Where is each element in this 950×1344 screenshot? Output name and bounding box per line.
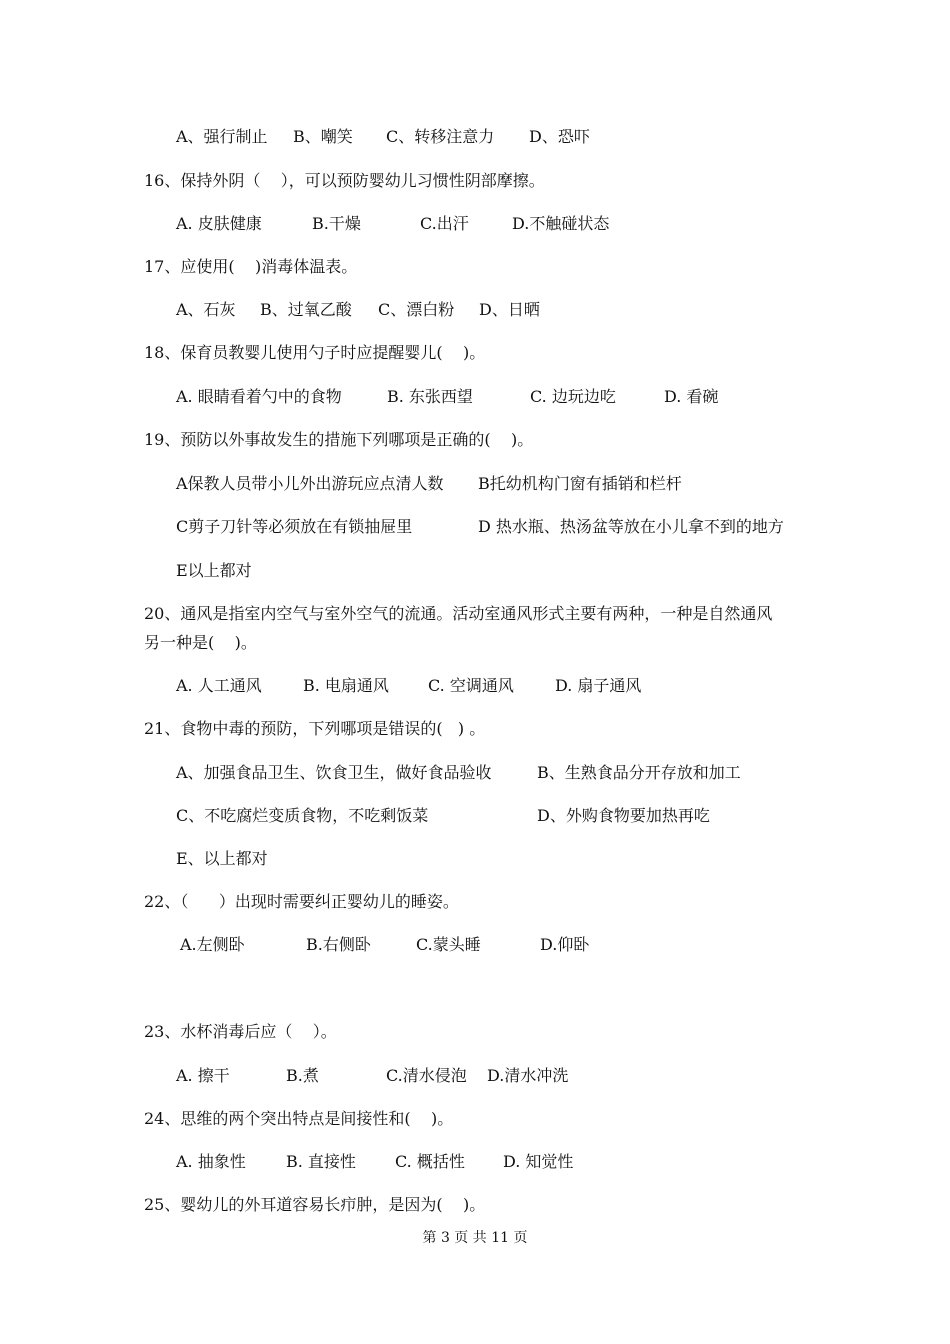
- q21-option-c: C、不吃腐烂变质食物，不吃剩饭菜: [176, 806, 429, 825]
- q20-option-b: B. 电扇通风: [303, 676, 389, 695]
- q25-question: 25、婴幼儿的外耳道容易长疖肿，是因为( )。: [144, 1195, 486, 1214]
- q18-option-d: D. 看碗: [664, 387, 719, 406]
- q22-option-a: A.左侧卧: [180, 935, 245, 954]
- q24-question: 24、思维的两个突出特点是间接性和( )。: [144, 1109, 454, 1128]
- q19-option-b: B托幼机构门窗有插销和栏杆: [478, 474, 682, 493]
- q17-option-c: C、漂白粉: [378, 300, 455, 319]
- q21-question: 21、食物中毒的预防，下列哪项是错误的( ) 。: [144, 719, 486, 738]
- q15-option-d: D、恐吓: [529, 127, 590, 146]
- q22-question: 22、（ ）出现时需要纠正婴幼儿的睡姿。: [144, 892, 459, 911]
- q15-option-c: C、转移注意力: [386, 127, 495, 146]
- q22-option-c: C.蒙头睡: [416, 935, 481, 954]
- q24-option-b: B. 直接性: [286, 1152, 356, 1171]
- q18-option-a: A. 眼睛看着勺中的食物: [176, 387, 342, 406]
- q20-option-a: A. 人工通风: [176, 676, 262, 695]
- q16-option-b: B.干燥: [312, 214, 361, 233]
- q16-option-c: C.出汗: [420, 214, 469, 233]
- q20-option-c: C. 空调通风: [428, 676, 514, 695]
- q18-option-b: B. 东张西望: [387, 387, 473, 406]
- q16-question: 16、保持外阴（ ），可以预防婴幼儿习惯性阴部摩擦。: [144, 171, 545, 190]
- q15-option-a: A、强行制止: [176, 127, 268, 146]
- q17-option-d: D、日晒: [479, 300, 540, 319]
- q20-question-line2: 另一种是( )。: [144, 633, 257, 652]
- q21-option-b: B、生熟食品分开存放和加工: [537, 763, 741, 782]
- q23-option-d: D.清水冲洗: [487, 1066, 569, 1085]
- q23-option-a: A. 擦干: [176, 1066, 230, 1085]
- q16-option-d: D.不触碰状态: [512, 214, 610, 233]
- q22-option-b: B.右侧卧: [306, 935, 371, 954]
- q23-question: 23、水杯消毒后应（ ）。: [144, 1022, 337, 1041]
- q17-option-a: A、石灰: [176, 300, 236, 319]
- q20-question-line1: 20、通风是指室内空气与室外空气的流通。活动室通风形式主要有两种，一种是自然通风: [144, 604, 773, 623]
- q18-question: 18、保育员教婴儿使用勺子时应提醒婴儿( )。: [144, 343, 486, 362]
- q19-option-a: A保教人员带小儿外出游玩应点清人数: [176, 474, 444, 493]
- q19-option-d: D 热水瓶、热汤盆等放在小儿拿不到的地方: [478, 517, 784, 536]
- q16-option-a: A. 皮肤健康: [176, 214, 262, 233]
- q19-option-e: E以上都对: [176, 561, 252, 580]
- q24-option-c: C. 概括性: [395, 1152, 465, 1171]
- q24-option-a: A. 抽象性: [176, 1152, 246, 1171]
- q22-option-d: D.仰卧: [540, 935, 590, 954]
- q17-option-b: B、过氧乙酸: [260, 300, 352, 319]
- q17-question: 17、应使用( )消毒体温表。: [144, 257, 358, 276]
- q21-option-e: E、以上都对: [176, 849, 268, 868]
- page-footer: 第 3 页 共 11 页: [422, 1230, 528, 1246]
- q24-option-d: D. 知觉性: [503, 1152, 574, 1171]
- q23-option-c: C.清水侵泡: [386, 1066, 467, 1085]
- q20-option-d: D. 扇子通风: [555, 676, 642, 695]
- q21-option-a: A、加强食品卫生、饮食卫生，做好食品验收: [176, 763, 492, 782]
- q19-option-c: C剪子刀针等必须放在有锁抽屉里: [176, 517, 413, 536]
- q21-option-d: D、外购食物要加热再吃: [537, 806, 710, 825]
- q23-option-b: B.煮: [286, 1066, 319, 1085]
- q19-question: 19、预防以外事故发生的措施下列哪项是正确的( )。: [144, 430, 534, 449]
- q15-option-b: B、嘲笑: [293, 127, 353, 146]
- q18-option-c: C. 边玩边吃: [530, 387, 616, 406]
